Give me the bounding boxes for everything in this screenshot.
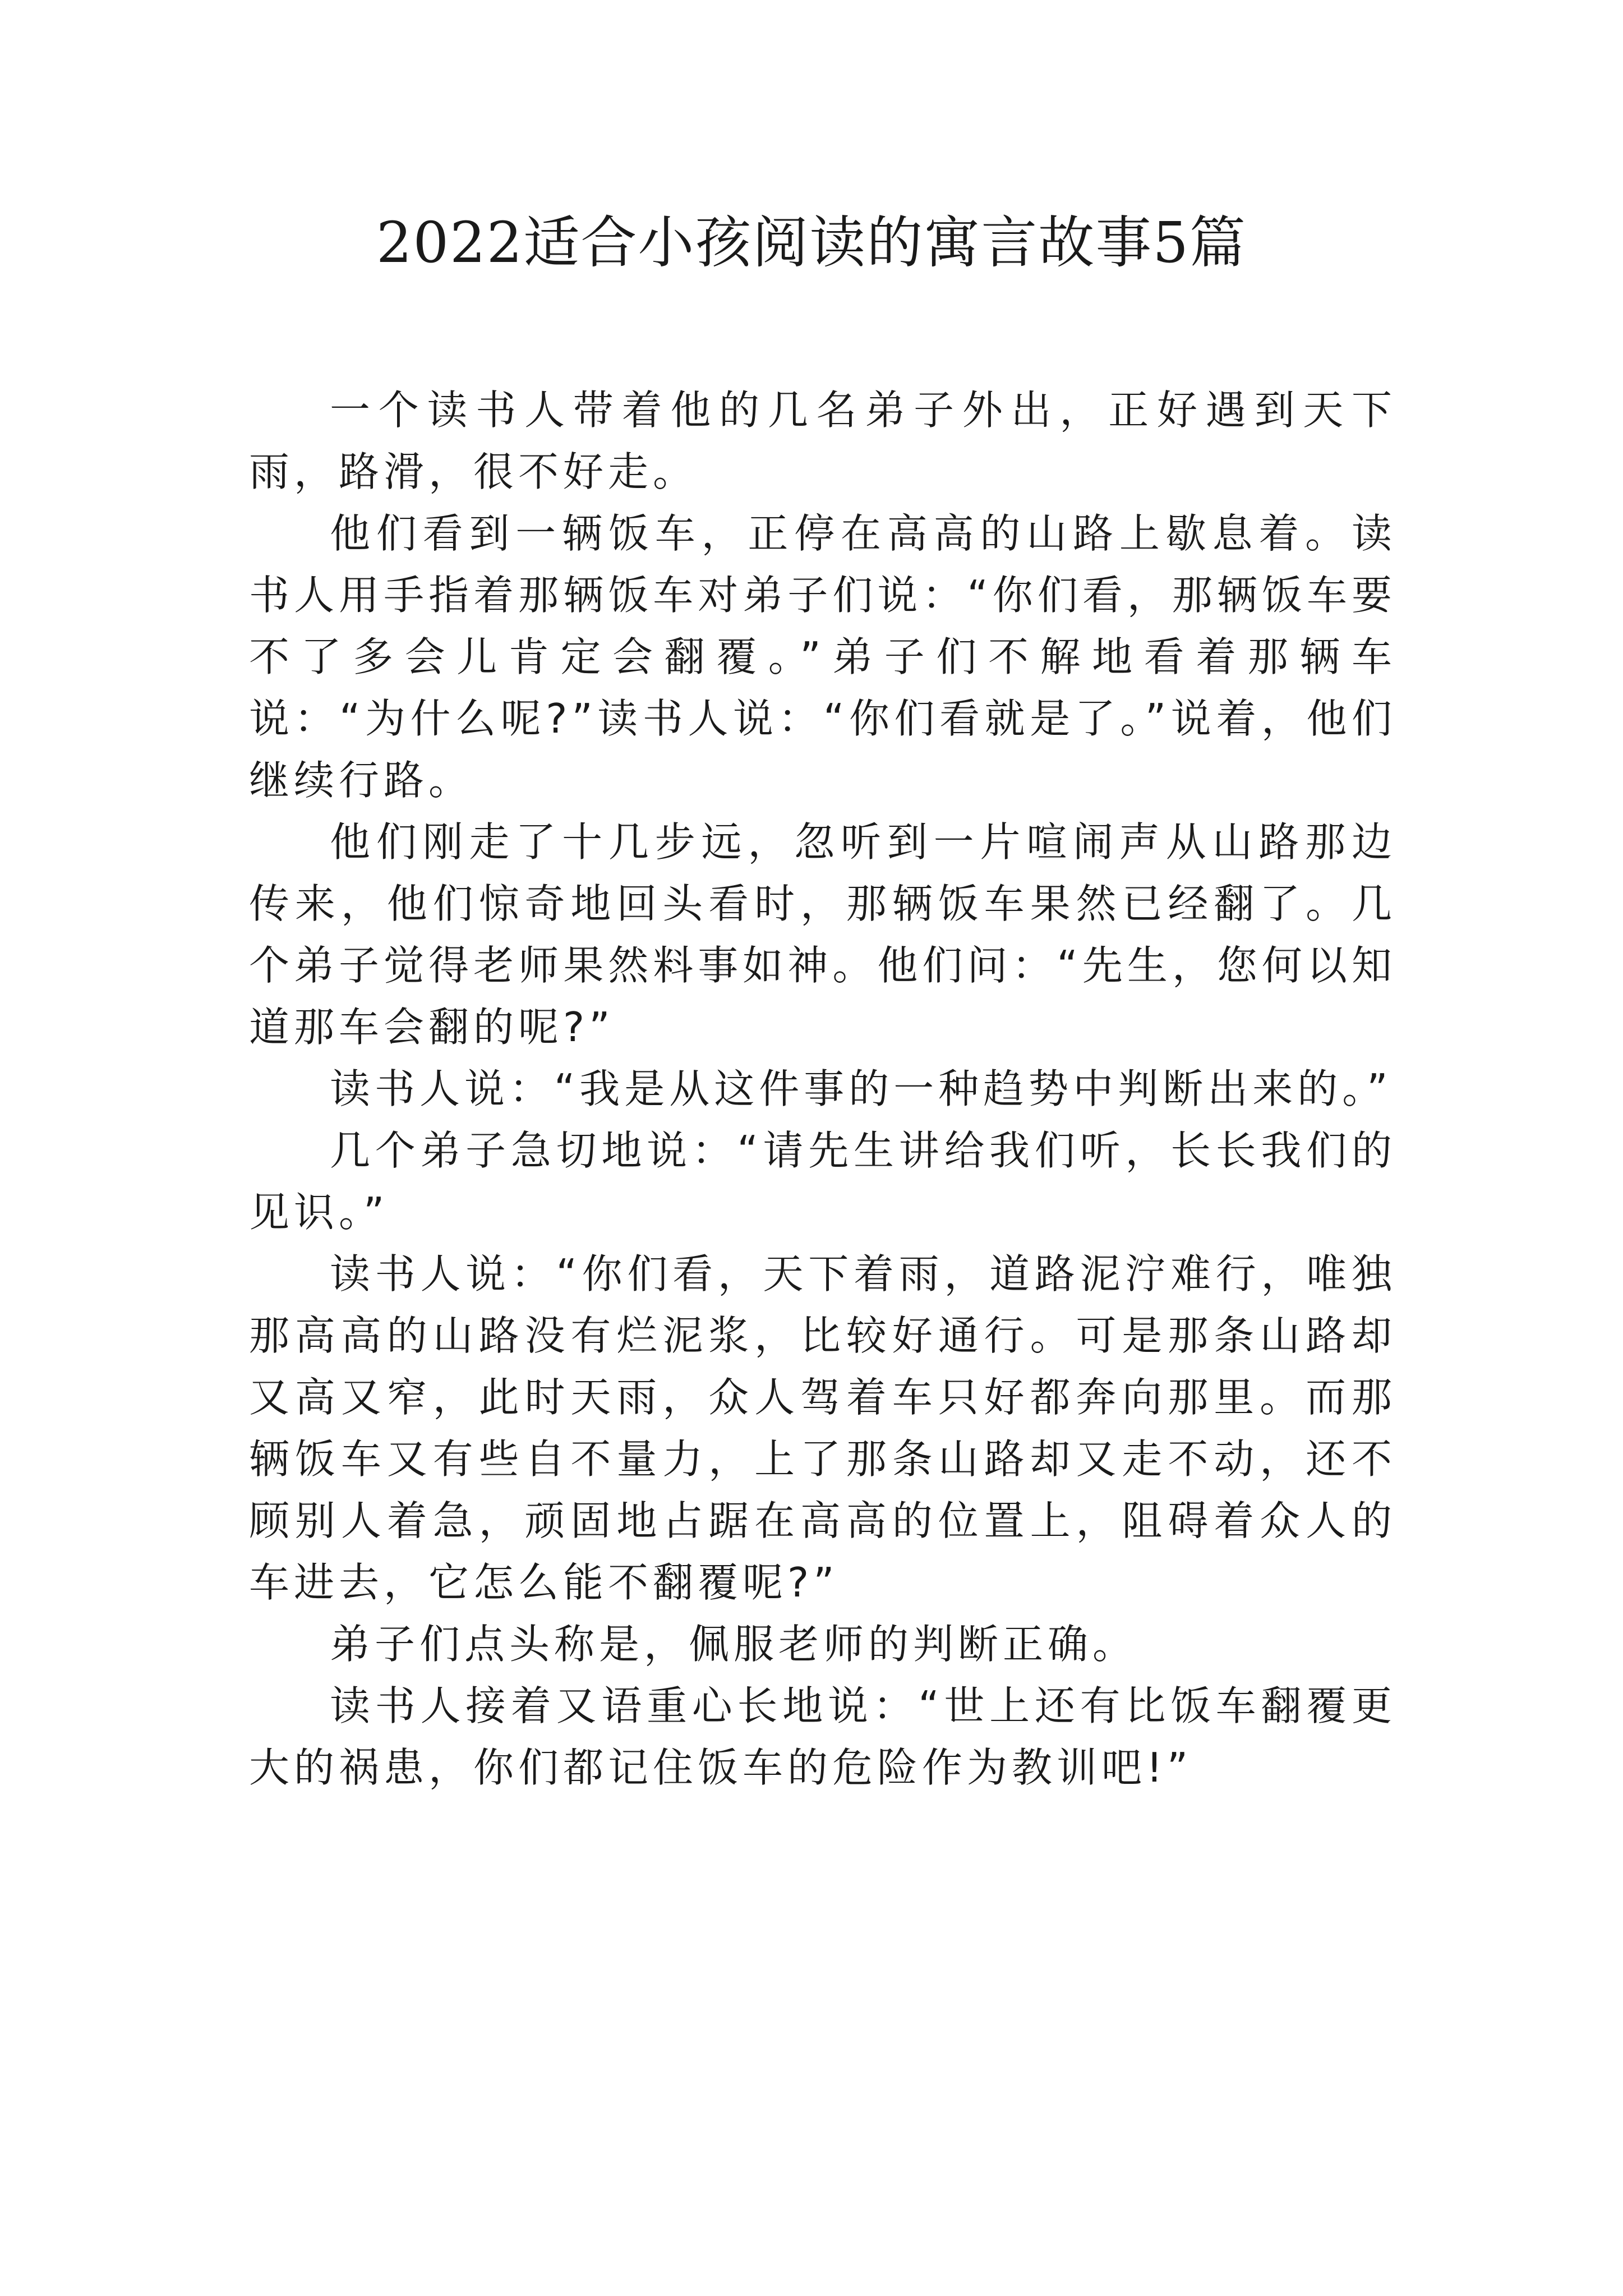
paragraph: 几个弟子急切地说：“请先生讲给我们听，长长我们的见识。”	[249, 1127, 1396, 1236]
paragraph: 读书人接着又语重心长地说：“世上还有比饭车翻覆更大的祸患，你们都记住饭车的危险作为教训吧!”	[249, 1682, 1396, 1791]
paragraph: 他们刚走了十几步远，忽听到一片喧闹声从山路那边传来，他们惊奇地回头看时，那辆饭车果然已经翻了。几个弟子觉得老师果然料事如神。他们问：“先生，您何以知道那车会翻的呢?”	[249, 818, 1396, 1051]
paragraph: 一个读书人带着他的几名弟子外出，正好遇到天下雨，路滑，很不好走。	[249, 386, 1396, 495]
paragraph: 他们看到一辆饭车，正停在高高的山路上歇息着。读书人用手指着那辆饭车对弟子们说：“你们看，那辆饭车要不了多会儿肯定会翻覆。”弟子们不解地看着那辆车说：“为什么呢?”读书人说：“你们看就是了。”说着，他们继续行路。	[249, 510, 1396, 804]
paragraph: 弟子们点头称是，佩服老师的判断正确。	[330, 1621, 1138, 1668]
page-title: 2022适合小孩阅读的寓言故事5篇	[376, 210, 1247, 275]
paragraph: 读书人说：“你们看，天下着雨，道路泥泞难行，唯独那高高的山路没有烂泥浆，比较好通行。可是那条山路却又高又窄，此时天雨，众人驾着车只好都奔向那里。而那辆饭车又有些自不量力，上了那条山路却又走不动，还不顾别人着急，顽固地占踞在高高的位置上，阻碍着众人的车进去，它怎么能不翻覆呢?”	[249, 1250, 1396, 1606]
paragraph: 读书人说：“我是从这件事的一种趋势中判断出来的。”	[330, 1065, 1393, 1112]
document-body	[249, 379, 1396, 1798]
